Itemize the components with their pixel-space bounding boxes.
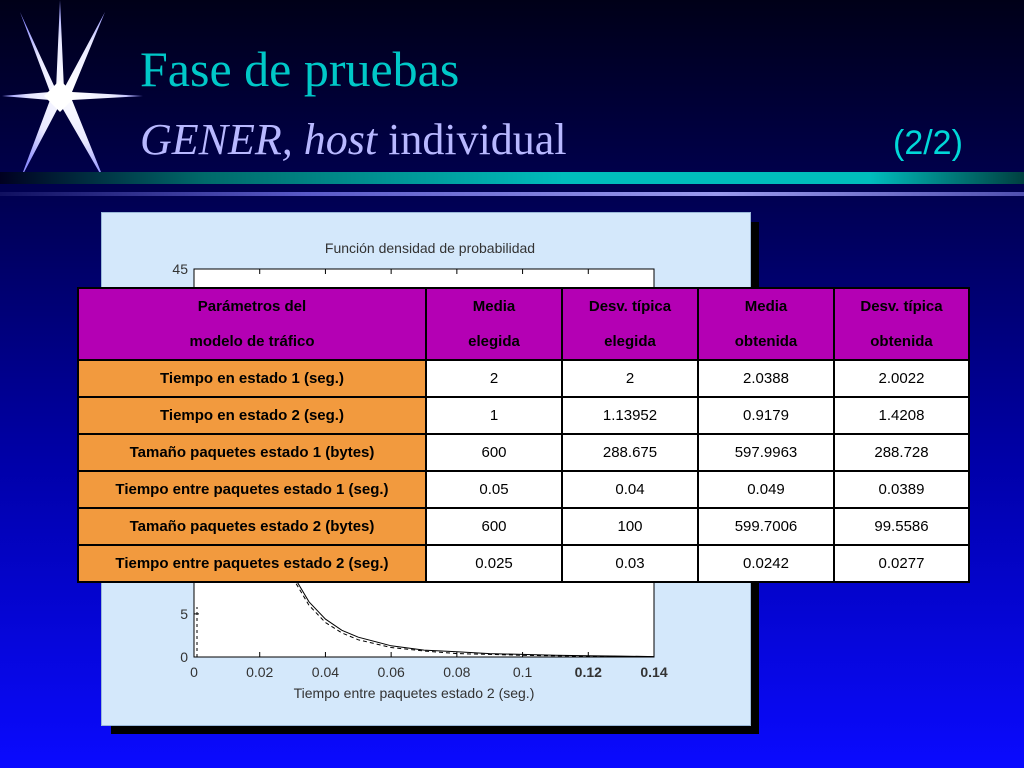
slide-subtitle	[140, 115, 567, 164]
row-label: Tiempo en estado 1 (seg.)	[78, 360, 426, 397]
header-divider-thin	[0, 192, 1024, 196]
table-cell: 99.5586	[834, 508, 969, 545]
table-cell: 288.675	[562, 434, 698, 471]
row-label: Tiempo entre paquetes estado 2 (seg.)	[78, 545, 426, 582]
subtitle-individual: individual	[388, 115, 567, 164]
table-header-row	[78, 288, 969, 360]
table-cell: 600	[426, 508, 562, 545]
header-parametros: Parámetros del modelo de tráfico	[78, 288, 426, 360]
table-cell: 1.4208	[834, 397, 969, 434]
table-cell: 2.0022	[834, 360, 969, 397]
row-label: Tamaño paquetes estado 2 (bytes)	[78, 508, 426, 545]
x-tick-label: 0.08	[443, 664, 471, 680]
subtitle-gener: GENER,	[140, 115, 293, 164]
y-tick-label: 0	[180, 649, 188, 665]
table-cell: 0.9179	[698, 397, 834, 434]
x-tick-label: 0.04	[311, 664, 340, 680]
table-cell: 597.9963	[698, 434, 834, 471]
x-tick-label: 0.12	[574, 664, 602, 680]
chart-xlabel: Tiempo entre paquetes estado 2 (seg.)	[293, 685, 535, 701]
table-cell: 599.7006	[698, 508, 834, 545]
table-cell: 0.0242	[698, 545, 834, 582]
table-row	[78, 545, 969, 582]
table-cell: 1	[426, 397, 562, 434]
subtitle-host: host	[303, 115, 378, 164]
y-tick-label: 45	[172, 261, 188, 277]
header-desv-elegida: Desv. típica elegida	[562, 288, 698, 360]
table-row	[78, 360, 969, 397]
x-tick-label: 0.06	[377, 664, 405, 680]
header-media-elegida: Media elegida	[426, 288, 562, 360]
table-row	[78, 508, 969, 545]
x-tick-label: 0.14	[640, 664, 668, 680]
row-label: Tamaño paquetes estado 1 (bytes)	[78, 434, 426, 471]
page-indicator: (2/2)	[893, 124, 963, 162]
x-tick-label: 0.1	[512, 664, 533, 680]
table-cell: 0.03	[562, 545, 698, 582]
header-divider	[0, 172, 1024, 184]
table-cell: 1.13952	[562, 397, 698, 434]
header-desv-obtenida: Desv. típica obtenida	[834, 288, 969, 360]
table-cell: 2	[426, 360, 562, 397]
table-cell: 0.04	[562, 471, 698, 508]
table-cell: 0.0277	[834, 545, 969, 582]
table-cell: 600	[426, 434, 562, 471]
slide-title: Fase de pruebas	[140, 41, 460, 97]
table-cell: 2.0388	[698, 360, 834, 397]
starburst-icon	[0, 0, 150, 185]
table-cell: 0.05	[426, 471, 562, 508]
table-cell: 0.025	[426, 545, 562, 582]
row-label: Tiempo en estado 2 (seg.)	[78, 397, 426, 434]
chart-title: Función densidad de probabilidad	[324, 240, 536, 256]
table-row	[78, 471, 969, 508]
row-label: Tiempo entre paquetes estado 1 (seg.)	[78, 471, 426, 508]
parameters-table	[77, 287, 970, 583]
table-row	[78, 434, 969, 471]
table-cell: 100	[562, 508, 698, 545]
table-cell: 288.728	[834, 434, 969, 471]
table-cell: 0.049	[698, 471, 834, 508]
y-tick-label: 5	[180, 605, 188, 622]
x-tick-label: 0	[190, 664, 198, 680]
table-row	[78, 397, 969, 434]
table-cell: 0.0389	[834, 471, 969, 508]
x-tick-label: 0.02	[246, 664, 274, 680]
table-cell: 2	[562, 360, 698, 397]
header-media-obtenida: Media obtenida	[698, 288, 834, 360]
